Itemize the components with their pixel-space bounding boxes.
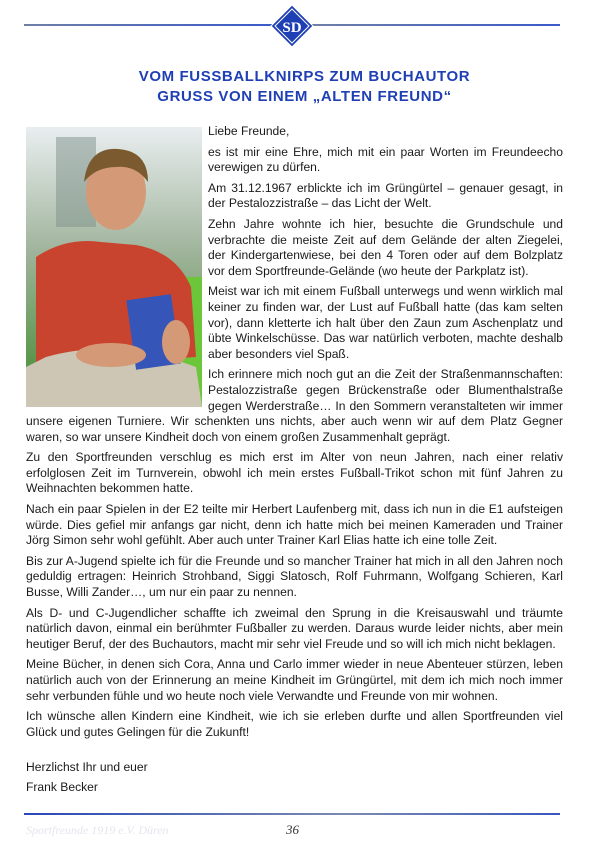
page-number: 36 xyxy=(286,822,299,837)
svg-text:SD: SD xyxy=(282,20,302,36)
paragraph: es ist mir eine Ehre, mich mit ein paar Worten im Freundeecho verewigen zu dürfen. xyxy=(208,144,563,175)
header-rule-left xyxy=(24,24,272,26)
paragraph: Ich erinnere mich noch gut an die Zeit der Straßenmannschaften: Pestalozzistraße gegen Brückenstraße oder Blumenthalstraße gegen Werderstraße… In den Sommern veranstalteten wir immer unsere eigenen Turniere. Wir schenkten uns nichts, aber auch wenn wir auf dem Platz Gegner waren, so war unsere Kindheit doch von einem großen Zusammenhalt geprägt. xyxy=(26,367,563,444)
paragraph: Als D- und C-Jugendlicher schaffte ich zweimal den Sprung in die Kreisauswahl und träumte natürlich davon, einmal ein berühmter Fußballer zu werden. Daraus wurde leider nichts, aber mein heutiger Beruf, der des Buchautors, macht mir sehr viel Freude und so will ich mich nicht beklagen. xyxy=(26,605,563,651)
paragraph: Meist war ich mit einem Fußball unterwegs und wenn wirklich mal keiner zu finden war, der Lust auf Fußball hatte (das kam selten vor), dann kletterte ich halt über den Zaun zum Aschenplatz und übte Winkelschüsse. Das war natürlich verboten, machte deshalb aber besonders viel Spaß. xyxy=(208,284,563,361)
article-body xyxy=(26,124,563,745)
paragraph: Zu den Sportfreunden verschlug es mich erst im Alter von neun Jahren, nach einer relativ erfolglosen Zeit im Turnverein, obwohl ich mein erstes Fußball-Trikot schon mit fünf Jahren zu Weihnachten bekommen hatte. xyxy=(26,450,563,496)
club-logo xyxy=(270,4,314,48)
article-title xyxy=(0,67,609,107)
paragraph: Nach ein paar Spielen in der E2 teilte mir Herbert Laufenberg mit, dass ich nun in die E1 aufsteigen würde. Dies gefiel mir anfangs gar nicht, denn ich hatte mich bei meinen Kameraden und Trainer Jörg Simon sehr wohl gefühlt. Aber auch unter Trainer Karl Elias hatte ich eine tolle Zeit. xyxy=(26,502,563,548)
paragraph: Zehn Jahre wohnte ich hier, besuchte die Grundschule und verbrachte die meiste Zeit auf dem Gelände der alten Ziegelei, der Kindergartenwiese, bei den 4 Toren oder auf dem Bolzplatz vor dem Sportfreunde-Gelände (wo heute der Parkplatz ist). xyxy=(208,216,563,278)
paragraph: Meine Bücher, in denen sich Cora, Anna und Carlo immer wieder in neue Abenteuer stürzen, leben natürlich auch von der Erinnerung an meine Kindheit im Grüngürtel, mit dem ich mich noch immer sehr verbunden fühle und wo heute noch viele Verwandte und Freunde von mir wohnen. xyxy=(26,657,563,703)
publication-name: Sportfreunde 1919 e.V. Düren xyxy=(26,823,169,837)
footer-rule xyxy=(24,813,560,815)
header-rule-right xyxy=(312,24,560,26)
paragraph: Ich wünsche allen Kindern eine Kindheit, wie ich sie erleben durfte und allen Sportfreunden viel Glück und gutes Gelingen für die Zukunft! xyxy=(26,709,563,739)
closing: Herzlichst Ihr und euer xyxy=(26,760,148,774)
paragraph: Am 31.12.1967 erblickte ich im Grüngürtel – genauer gesagt, in der Pestalozzistraße – das Licht der Welt. xyxy=(208,180,563,211)
signature: Frank Becker xyxy=(26,780,98,794)
paragraph: Bis zur A-Jugend spielte ich für die Freunde und so mancher Trainer hat mich in all den Jahren noch geduldig ertragen: Heinrich Strohband, Siggi Slatosch, Rolf Fuhrmann, Wolfgang Schieren, Karl Busse, Willi Zander…, um nur ein paar zu nennen. xyxy=(26,553,563,600)
author-photo xyxy=(26,127,202,407)
greeting: Liebe Freunde, xyxy=(208,124,290,138)
title-line-1: VOM FUSSBALLKNIRPS ZUM BUCHAUTOR xyxy=(138,68,471,85)
title-line-2: GRUSS VON EINEM „ALTEN FREUND“ xyxy=(157,88,452,105)
